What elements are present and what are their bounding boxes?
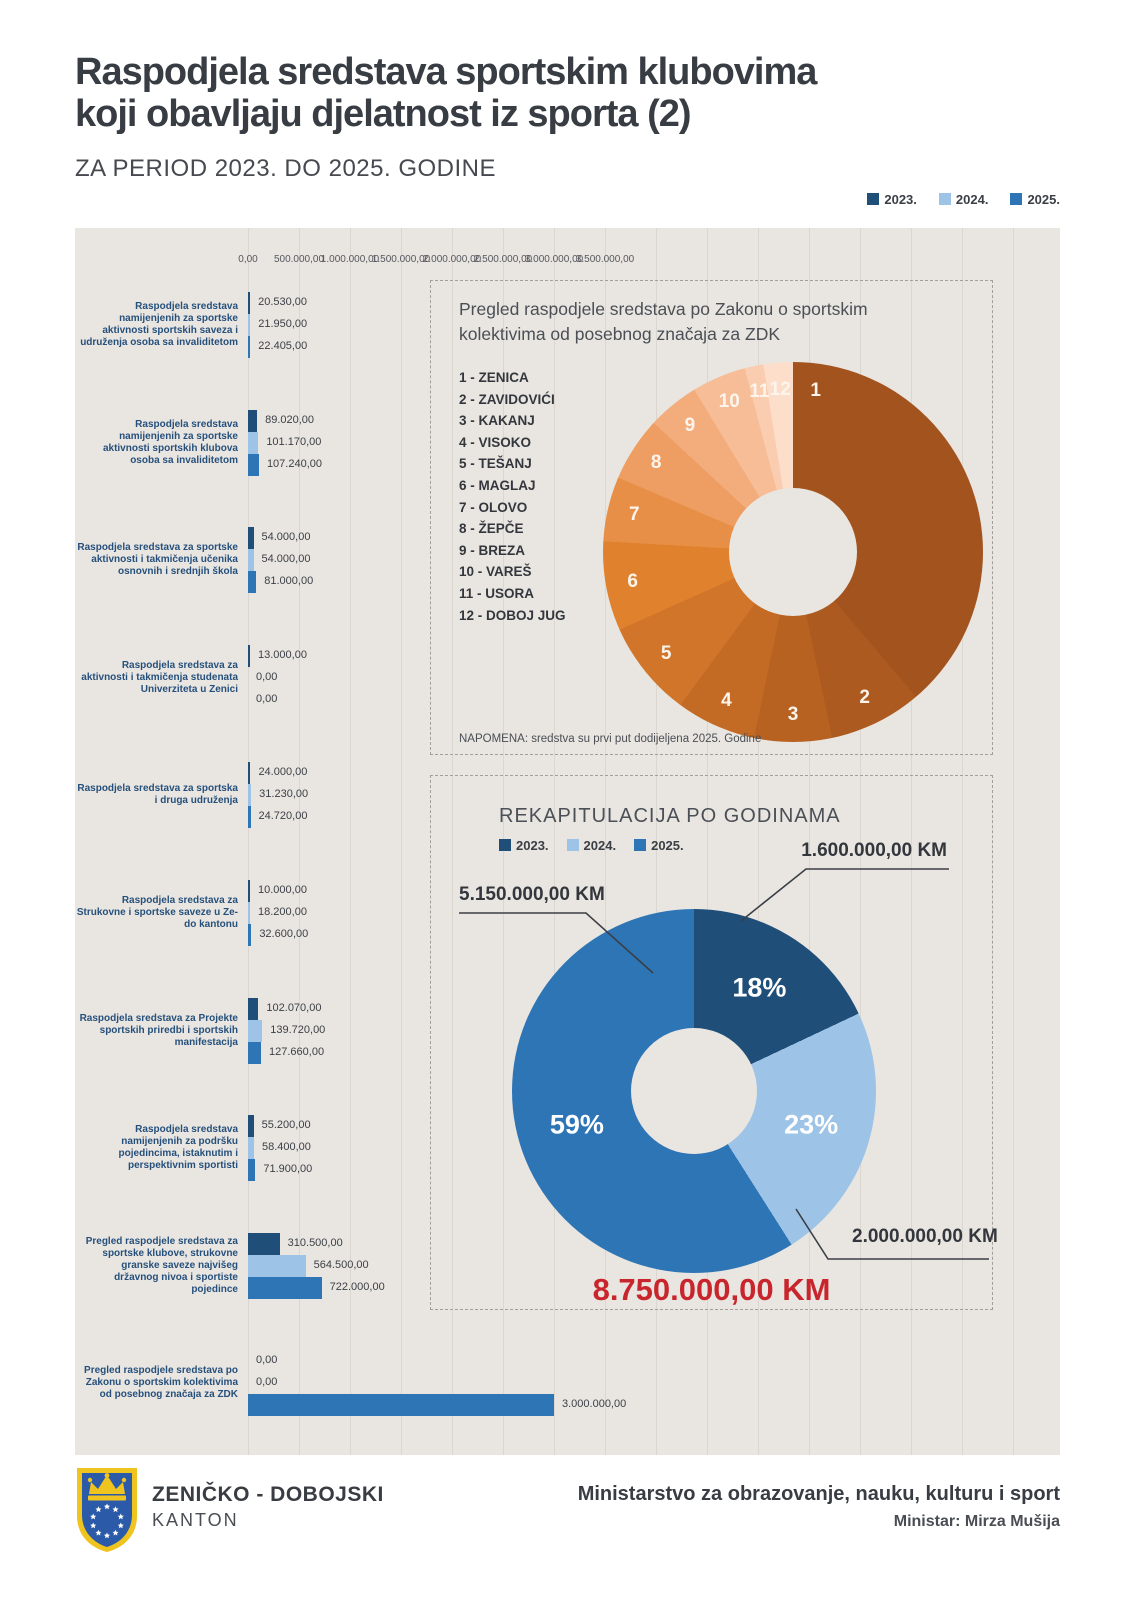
municipal-legend-item: 4 - VISOKO: [459, 434, 532, 450]
total-amount: 8.750.000,00 KM: [592, 1272, 831, 1307]
legend-label-2024: 2024.: [583, 838, 617, 853]
bar-2024.: [248, 432, 258, 454]
x-axis-tick: 500.000,00: [273, 254, 325, 265]
bar-group-label: Raspodjela sredstava namijenjenih za sportske aktivnosti sportskih saveza i udruženja osoba sa invaliditetom: [80, 301, 238, 348]
x-axis-tick: 2.000.000,00: [422, 254, 482, 265]
legend-item-2023: [867, 192, 917, 207]
municipal-legend-item: 12 - DOBOJ JUG: [459, 607, 566, 623]
bar-value-label: 81.000,00: [264, 575, 314, 588]
donut-hole: [631, 1028, 757, 1154]
slice-label: 7: [628, 503, 640, 525]
bar-value-label: 31.230,00: [259, 788, 309, 801]
bar-2023.: [248, 645, 250, 667]
x-axis-tick: 0,00: [238, 254, 258, 265]
legend-swatch-2023: [867, 193, 879, 205]
slice-label: 59%: [549, 1109, 604, 1140]
bar-value-label: 564.500,00: [313, 1258, 369, 1271]
bar-value-label: 0,00: [256, 1376, 278, 1389]
municipal-donut-panel: [430, 280, 993, 755]
callout-amount-2025: 5.150.000,00 KM: [459, 884, 605, 905]
bar-value-label: 102.070,00: [266, 1001, 322, 1014]
bar-value-label: 24.720,00: [258, 810, 308, 823]
slice-label: 9: [684, 414, 696, 436]
recap-donut-panel: [430, 775, 998, 1310]
bar-2023.: [248, 1233, 280, 1255]
recap-donut-chart: [512, 909, 876, 1273]
org-name-line2: KANTON: [152, 1510, 239, 1530]
slice-label: 5: [660, 643, 672, 665]
legend-swatch-2025: [1010, 193, 1022, 205]
donut-hole: [729, 488, 857, 616]
bar-2023.: [248, 527, 254, 549]
donut-note: NAPOMENA: sredstva su prvi put dodijeljena 2025. Godine: [459, 733, 762, 745]
bar-value-label: 101.170,00: [266, 435, 322, 448]
bar-value-label: 24.000,00: [258, 766, 308, 779]
legend-item-2025: [634, 838, 684, 853]
bar-value-label: 71.900,00: [263, 1163, 313, 1176]
recap-title: REKAPITULACIJA PO GODINAMA: [499, 805, 841, 827]
slice-label: 11: [749, 381, 770, 403]
municipal-legend: [459, 367, 566, 626]
municipal-legend-item: 9 - BREZA: [459, 542, 526, 558]
bar-2024.: [248, 902, 250, 924]
slice-label: 2: [859, 687, 870, 709]
ministry-name: Ministarstvo za obrazovanje, nauku, kulturu i sport: [577, 1483, 1060, 1505]
bar-group-label: Raspodjela sredstava za sportske aktivnosti i takmičenja učenika osnovnih i srednjih škola: [77, 542, 238, 578]
bar-2025.: [248, 1042, 261, 1064]
bar-2025.: [248, 806, 251, 828]
bar-value-label: 89.020,00: [265, 413, 315, 426]
bar-2025.: [248, 571, 256, 593]
bar-group-label: Raspodjela sredstava za Strukovne i sportske saveze u Ze-do kantonu: [76, 895, 238, 930]
bar-2025.: [248, 336, 250, 358]
legend-swatch-2024: [567, 839, 579, 851]
bar-value-label: 54.000,00: [261, 531, 311, 544]
bar-2023.: [248, 880, 250, 902]
legend-label-2023: 2023.: [516, 838, 549, 853]
slice-label: 10: [718, 391, 740, 412]
bar-value-label: 21.950,00: [258, 318, 308, 330]
bar-2023.: [248, 1115, 254, 1137]
page-subtitle: ZA PERIOD 2023. DO 2025. GODINE: [75, 155, 496, 182]
bar-group-label: Raspodjela sredstava za sportska i druga udruženja: [77, 783, 238, 807]
bar-value-label: 22.405,00: [258, 340, 308, 352]
bar-value-label: 32.600,00: [259, 928, 309, 940]
bar-2025.: [248, 1277, 322, 1299]
page-title-line1: Raspodjela sredstava sportskim klubovima: [75, 51, 817, 93]
x-axis-tick: 1.500.000,00: [371, 254, 431, 265]
bar-2024.: [248, 1137, 254, 1159]
bar-2024.: [248, 784, 251, 806]
municipal-legend-item: 6 - MAGLAJ: [459, 477, 536, 493]
legend-label-2024: 2024.: [955, 192, 989, 207]
slice-label: 1: [810, 379, 821, 401]
legend-item-2025: [1010, 192, 1060, 207]
bar-value-label: 127.660,00: [269, 1045, 325, 1058]
kanton-coat-of-arms-logo: [75, 1466, 139, 1554]
bar-group-label: Raspodjela sredstava za Projekte sportskih priredbi i sportskih manifestacija: [79, 1012, 238, 1048]
municipal-legend-item: 11 - USORA: [459, 585, 535, 601]
bar-value-label: 722.000,00: [329, 1280, 385, 1293]
slice-label: 3: [787, 704, 799, 725]
legend-swatch-2023: [499, 839, 511, 851]
legend-item-2023: [499, 838, 549, 853]
x-axis-tick: 3.500.000,00: [575, 254, 635, 265]
municipal-legend-item: 3 - KAKANJ: [459, 413, 535, 429]
callout-amount-2024: 2.000.000,00 KM: [852, 1226, 998, 1247]
bar-value-label: 310.500,00: [287, 1236, 343, 1249]
bar-value-label: 3.000.000,00: [562, 1398, 627, 1411]
bar-group-label: Raspodjela sredstava za aktivnosti i takmičenja studenata Univerziteta u Zenici: [81, 659, 238, 695]
bar-value-label: 0,00: [256, 1354, 278, 1367]
bar-value-label: 58.400,00: [261, 1141, 311, 1154]
bar-2023.: [248, 998, 258, 1020]
x-axis-tick: 2.500.000,00: [473, 254, 533, 265]
org-name-line1: ZENIČKO - DOBOJSKI: [152, 1483, 384, 1506]
bar-value-label: 10.000,00: [258, 884, 307, 896]
slice-label: 23%: [784, 1109, 839, 1140]
bar-value-label: 139.720,00: [270, 1023, 326, 1036]
municipal-legend-item: 10 - VAREŠ: [459, 564, 532, 580]
municipal-donut-chart: [603, 362, 983, 742]
bar-2025.: [248, 924, 251, 946]
legend-item-2024: [567, 838, 617, 853]
chart-panel: [75, 228, 1060, 1455]
municipal-legend-item: 5 - TEŠANJ: [459, 456, 532, 472]
bar-value-label: 54.000,00: [261, 553, 311, 566]
bar-2025.: [248, 1394, 554, 1416]
bar-2023.: [248, 410, 257, 432]
slice-label: 12: [769, 378, 791, 400]
bar-2023.: [248, 762, 250, 784]
callout-amount-2023: 1.600.000,00 KM: [801, 840, 947, 861]
x-axis-tick: 3.000.000,00: [524, 254, 584, 265]
slice-label: 6: [627, 570, 638, 592]
legend-label-2025: 2025.: [651, 838, 684, 853]
bar-2025.: [248, 454, 259, 476]
slice-label: 4: [721, 689, 732, 711]
bar-2024.: [248, 1255, 306, 1277]
bar-value-label: 20.530,00: [258, 296, 308, 308]
legend-label-2025: 2025.: [1027, 192, 1060, 207]
slice-label: 18%: [732, 972, 787, 1003]
bar-group-label: Raspodjela sredstava namijenjenih za sportske aktivnosti sportskih klubova osoba sa invaliditetom: [102, 418, 238, 466]
year-legend: [867, 192, 1060, 207]
legend-swatch-2024: [939, 193, 951, 205]
municipal-legend-item: 2 - ZAVIDOVIĆI: [459, 391, 555, 407]
municipal-legend-item: 7 - OLOVO: [459, 499, 528, 515]
page-title: [75, 52, 1075, 136]
minister-name: Ministar: Mirza Mušija: [893, 1513, 1060, 1530]
slice-label: 8: [650, 452, 662, 474]
bar-group-label: Pregled raspodjele sredstava po Zakonu o sportskim kolektivima od posebnog značaja za ZDK: [84, 1365, 238, 1401]
bar-2024.: [248, 549, 254, 571]
bar-2025.: [248, 1159, 255, 1181]
bar-value-label: 55.200,00: [261, 1119, 311, 1132]
leader-line-2023: [741, 869, 949, 921]
recap-year-legend: [499, 838, 684, 853]
bar-group-label: Pregled raspodjele sredstava za sportske klubove, strukovne granske saveze najvišeg državnog nivoa i sportiste pojedince: [85, 1235, 238, 1295]
bar-2023.: [248, 292, 250, 314]
bar-2024.: [248, 1020, 262, 1042]
municipal-legend-item: 8 - ŽEPČE: [459, 521, 524, 537]
legend-label-2023: 2023.: [884, 192, 917, 207]
bar-2024.: [248, 314, 250, 336]
bar-value-label: 107.240,00: [266, 457, 322, 470]
municipal-donut-title: Pregled raspodjele sredstava po Zakonu o sportskim kolektivima od posebnog značaja za ZDK: [459, 299, 868, 345]
bar-value-label: 0,00: [256, 670, 278, 683]
x-axis-tick: 1.000.000,00: [320, 254, 380, 265]
legend-item-2024: [939, 192, 989, 207]
bar-value-label: 18.200,00: [258, 906, 307, 918]
bar-value-label: 13.000,00: [258, 648, 307, 661]
municipal-legend-item: 1 - ZENICA: [459, 370, 529, 385]
legend-swatch-2025: [634, 839, 646, 851]
bar-value-label: 0,00: [256, 692, 278, 705]
page-title-line2: koji obavljaju djelatnost iz sporta (2): [75, 92, 691, 135]
bar-group-label: Raspodjela sredstava namijenjenih za podršku pojedincima, istaknutim i perspektivnim sportisti: [118, 1124, 238, 1172]
bar-group: [75, 1350, 1060, 1416]
